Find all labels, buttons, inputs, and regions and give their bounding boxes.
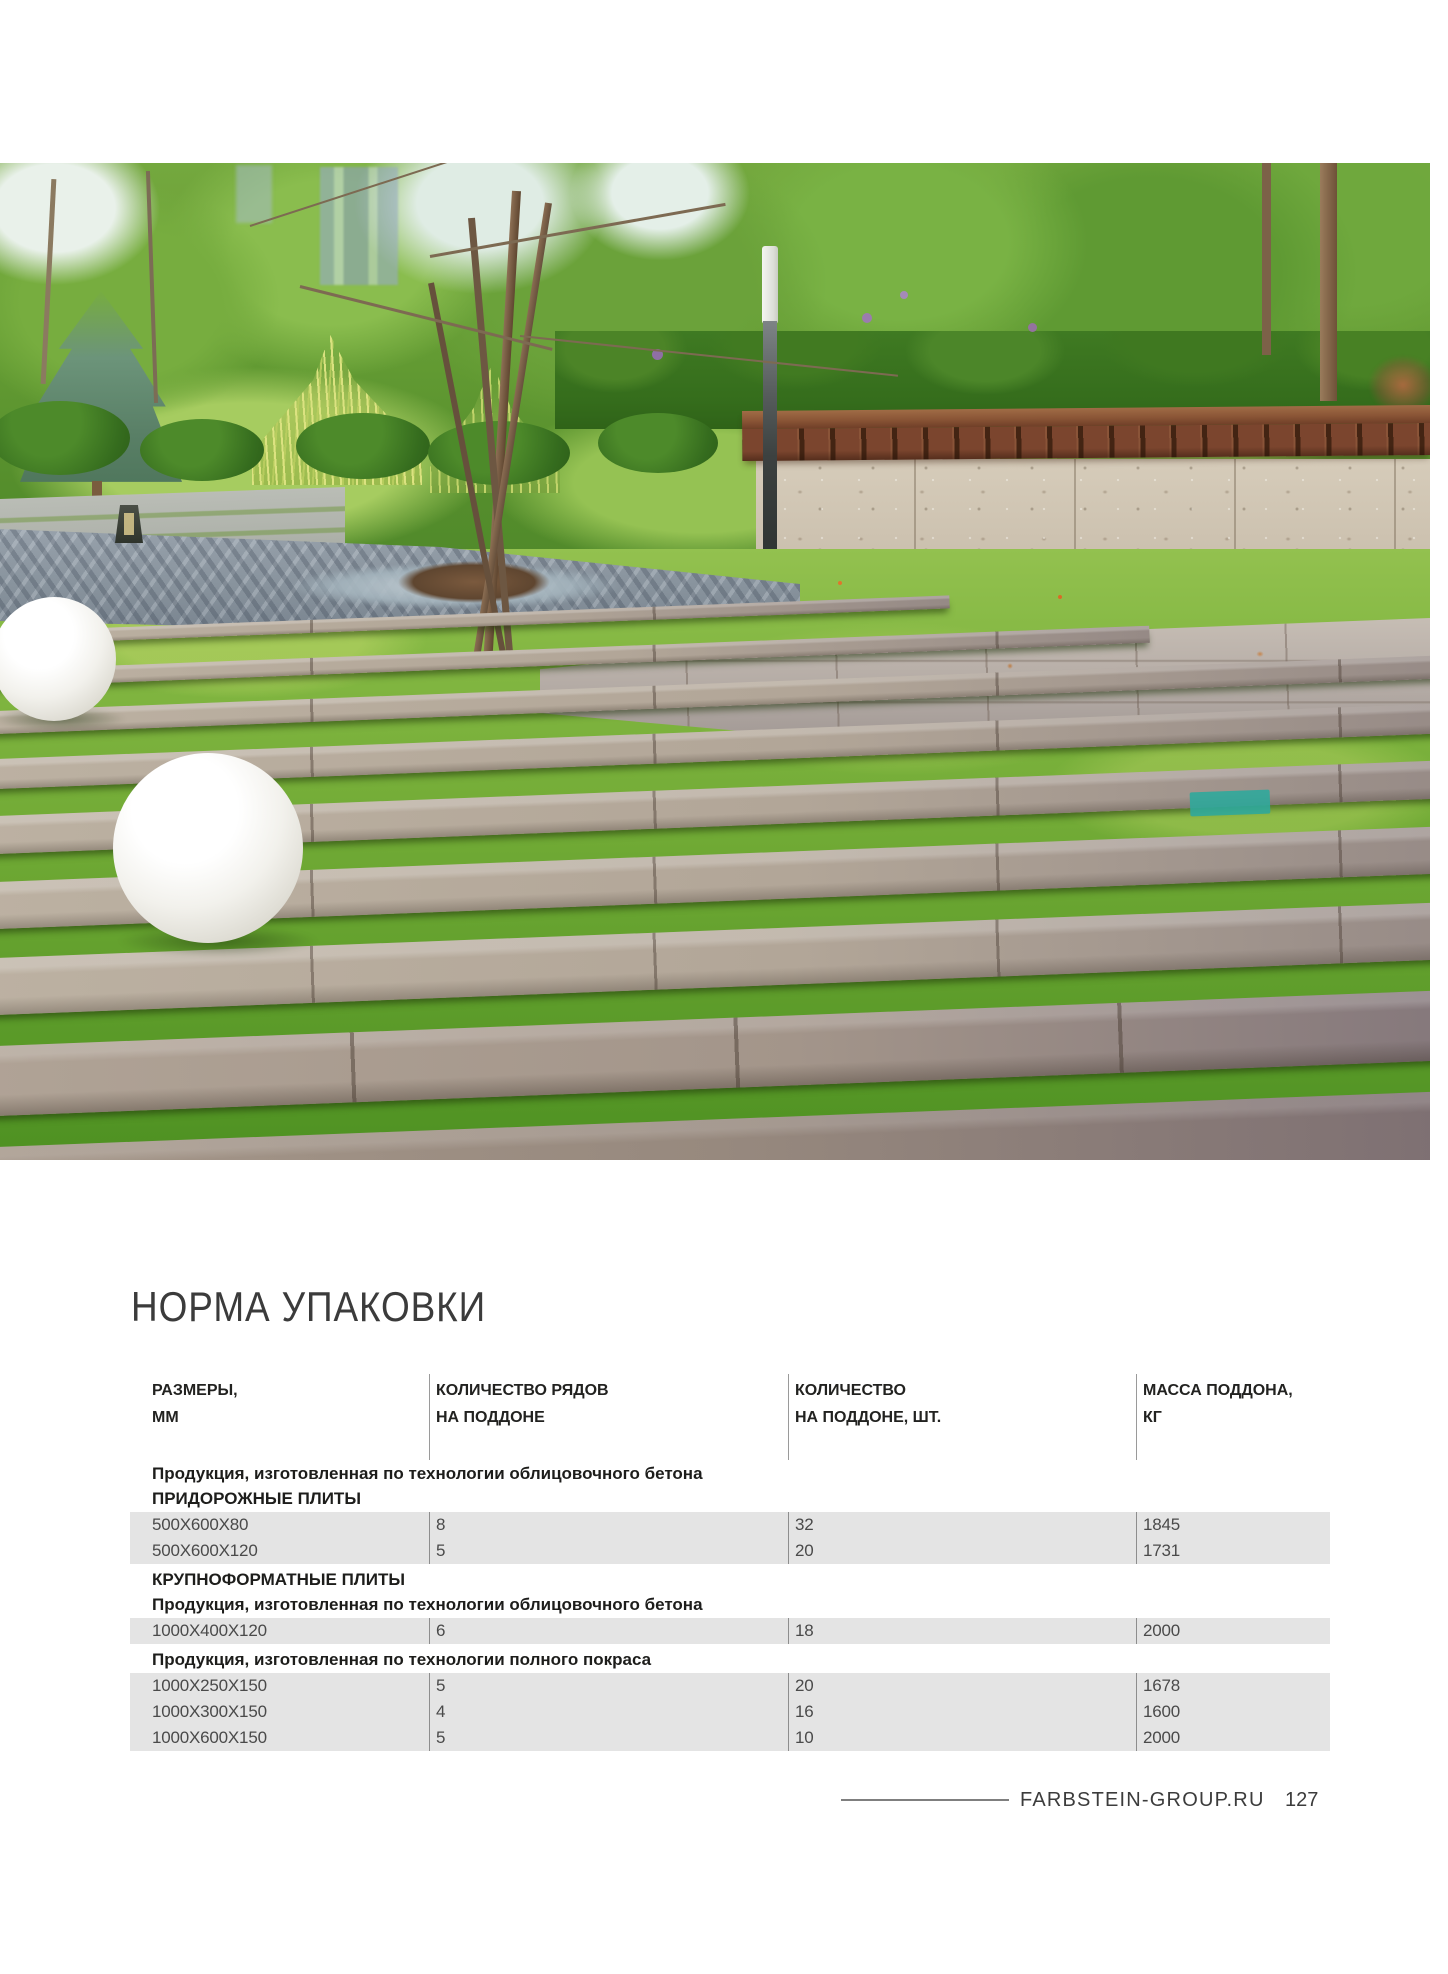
section-label: Продукция, изготовленная по технологии облицовочного бетона [152, 1464, 703, 1483]
table-cell: 4 [429, 1699, 788, 1725]
bush [598, 413, 718, 473]
table-cell: 1600 [1136, 1699, 1330, 1725]
header-col-rows-per-pallet: КОЛИЧЕСТВО РЯДОВ НА ПОДДОНЕ [429, 1374, 788, 1460]
bush [140, 419, 264, 481]
header-col-sizes: РАЗМЕРЫ, ММ [152, 1382, 238, 1426]
table-cell: 10 [788, 1725, 1136, 1751]
table-cell: 1845 [1136, 1512, 1330, 1538]
table-cell: 5 [429, 1725, 788, 1751]
table-cell: 20 [788, 1673, 1136, 1699]
table-cell: 1000X600X150 [152, 1728, 267, 1747]
table-row [130, 1725, 1330, 1751]
section-label: Продукция, изготовленная по технологии облицовочного бетона [152, 1595, 703, 1614]
table-cell: 5 [429, 1538, 788, 1564]
table-row [130, 1512, 1330, 1538]
table-rows [130, 1512, 1330, 1564]
table-cell: 1678 [1136, 1673, 1330, 1699]
table-cell: 18 [788, 1618, 1136, 1644]
distant-building [320, 167, 398, 285]
allium-flower [1028, 323, 1037, 332]
table-cell: 1000X300X150 [152, 1702, 267, 1721]
table-cell: 1731 [1136, 1538, 1330, 1564]
table-row [130, 1538, 1330, 1564]
table-cell: 500X600X120 [152, 1541, 258, 1560]
table-row [130, 1673, 1330, 1699]
garden-landscape-photo [0, 163, 1430, 1160]
footer-rule [841, 1799, 1009, 1801]
section-label: ПРИДОРОЖНЫЕ ПЛИТЫ [152, 1489, 361, 1508]
table-cell: 2000 [1136, 1618, 1330, 1644]
page-title: НОРМА УПАКОВКИ [131, 1283, 487, 1330]
table-row [130, 1699, 1330, 1725]
table-cell: 1000X400X120 [152, 1621, 267, 1640]
lamp-post-pole [763, 321, 777, 567]
irrigation-box [1190, 790, 1271, 817]
table-cell: 20 [788, 1538, 1136, 1564]
table-cell: 2000 [1136, 1725, 1330, 1751]
table-cell: 500X600X80 [152, 1515, 249, 1534]
lamp-post-light [762, 246, 778, 324]
table-cell: 32 [788, 1512, 1136, 1538]
table-cell: 8 [429, 1512, 788, 1538]
table-rows [130, 1673, 1330, 1751]
table-cell: 6 [429, 1618, 788, 1644]
allium-flower [900, 291, 908, 299]
table-row [130, 1618, 1330, 1644]
allium-flower [862, 313, 872, 323]
mulch-patch [398, 561, 550, 603]
page-number: 127 [1285, 1789, 1319, 1811]
distant-building-2 [236, 165, 272, 223]
footer-site-link[interactable]: FARBSTEIN-GROUP.RU [1020, 1789, 1265, 1811]
section-label: Продукция, изготовленная по технологии полного покраса [152, 1650, 652, 1669]
bush [296, 413, 430, 479]
header-col-pallet-mass: МАССА ПОДДОНА, КГ [1136, 1374, 1330, 1460]
table-cell: 16 [788, 1699, 1136, 1725]
section-label: КРУПНОФОРМАТНЫЕ ПЛИТЫ [152, 1570, 405, 1589]
packing-table-body [130, 1461, 1330, 1754]
table-rows [130, 1618, 1330, 1644]
header-col-qty-per-pallet: КОЛИЧЕСТВО НА ПОДДОНЕ, ШТ. [788, 1374, 1136, 1460]
sphere-lamp-large [113, 753, 303, 943]
tree-trunk [1320, 163, 1337, 401]
wooden-wall-cap [742, 405, 1430, 461]
table-cell: 5 [429, 1673, 788, 1699]
tree-trunk [1262, 163, 1271, 355]
packing-table-header [130, 1374, 1330, 1460]
table-cell: 1000X250X150 [152, 1676, 267, 1695]
